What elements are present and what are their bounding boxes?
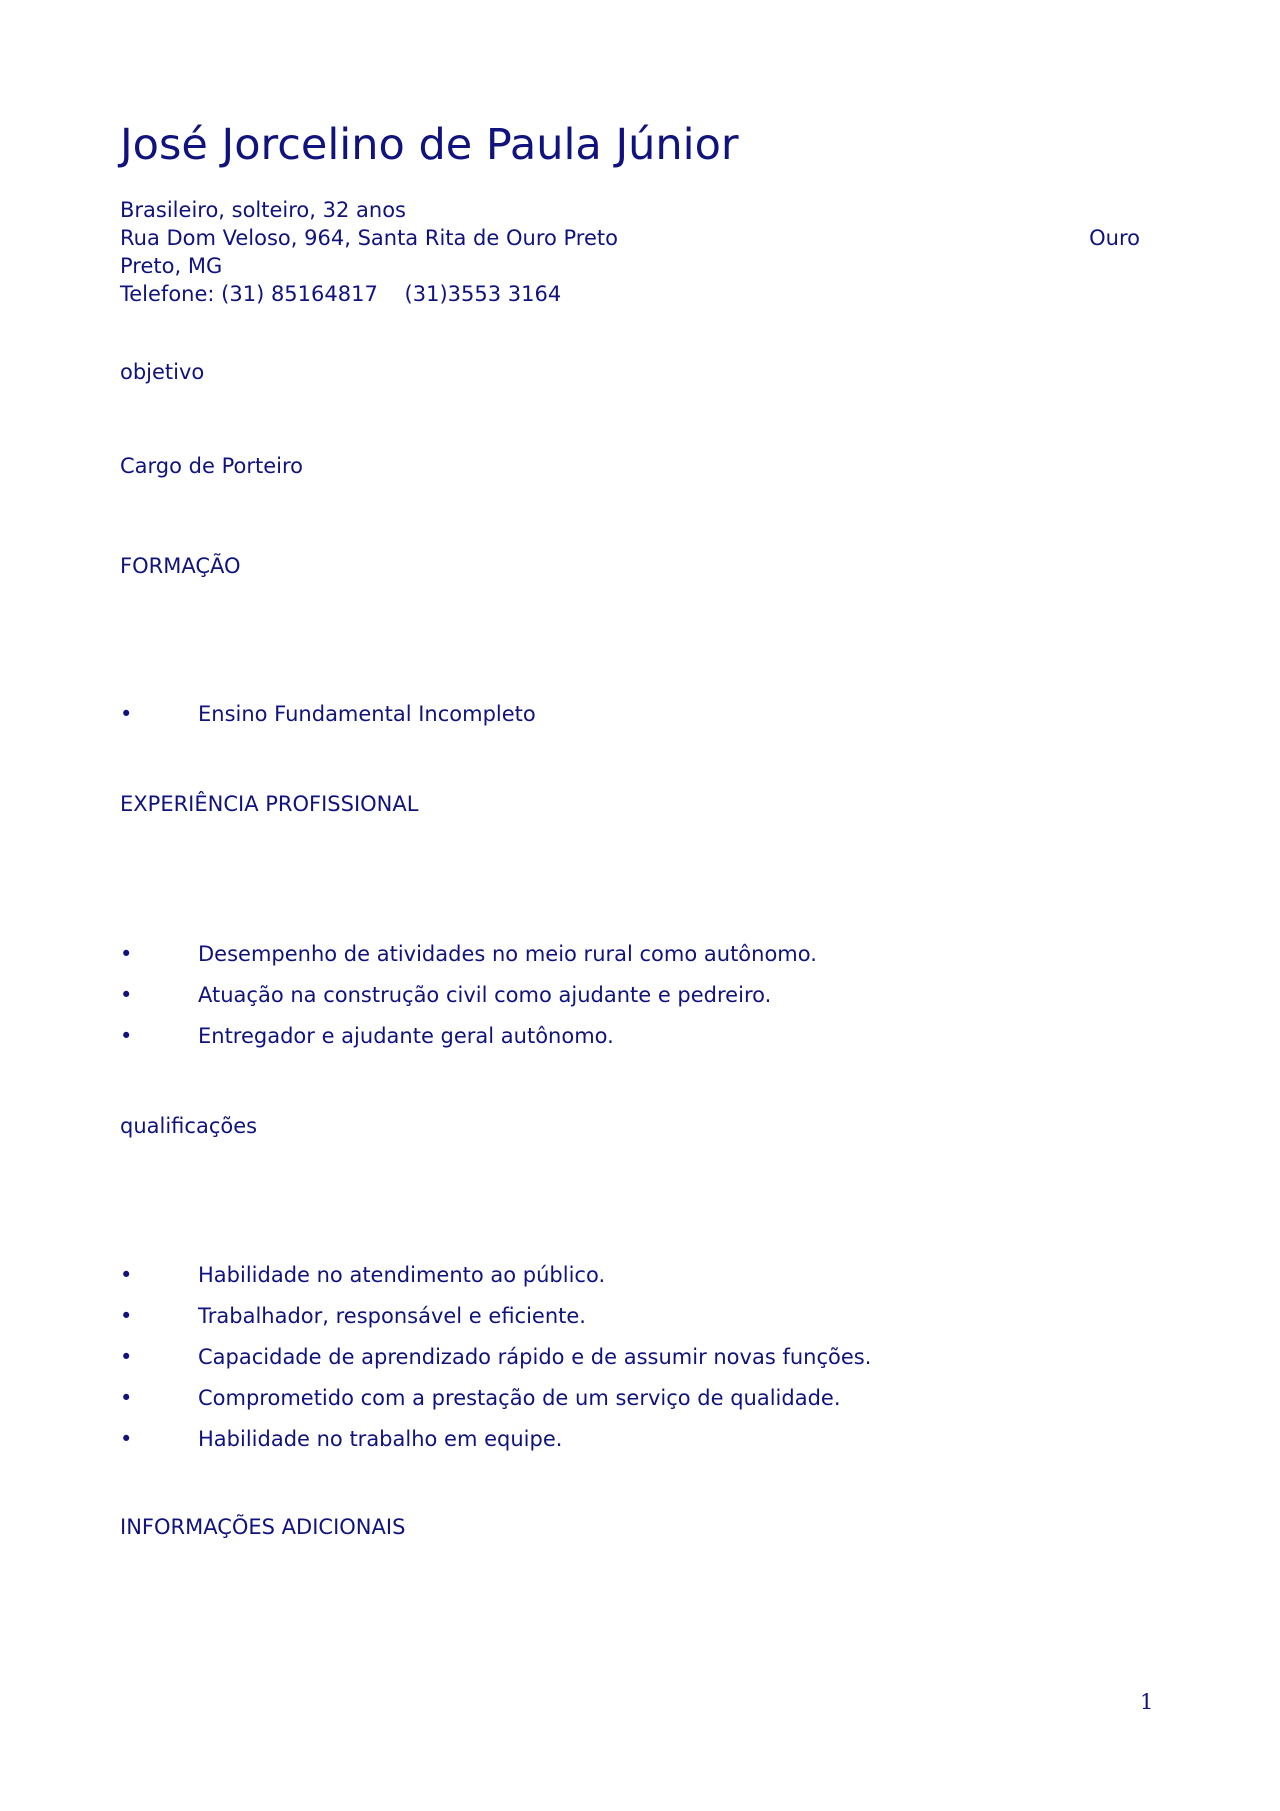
objective-heading: objetivo <box>120 360 205 384</box>
experience-item-text: Desempenho de atividades no meio rural como autônomo. <box>198 942 817 966</box>
candidate-name: José Jorcelino de Paula Júnior <box>120 120 739 170</box>
page-number: 1 <box>1140 1690 1154 1714</box>
bullet-icon: • <box>120 983 133 1007</box>
phone-numbers: Telefone: (31) 85164817 (31)3553 3164 <box>120 282 562 306</box>
bullet-icon: • <box>120 1345 133 1369</box>
qualifications-heading: qualificações <box>120 1114 258 1138</box>
qualification-item-text: Comprometido com a prestação de um serviço de qualidade. <box>198 1386 841 1410</box>
experience-heading: EXPERIÊNCIA PROFISSIONAL <box>120 792 419 816</box>
experience-item-text: Atuação na construção civil como ajudante e pedreiro. <box>198 983 772 1007</box>
personal-info: Brasileiro, solteiro, 32 anos <box>120 198 406 222</box>
experience-item-text: Entregador e ajudante geral autônomo. <box>198 1024 614 1048</box>
address-street: Rua Dom Veloso, 964, Santa Rita de Ouro Preto <box>120 226 618 250</box>
education-heading: FORMAÇÃO <box>120 554 241 578</box>
address-city-part-2: Preto, MG <box>120 254 223 278</box>
qualification-item-text: Capacidade de aprendizado rápido e de assumir novas funções. <box>198 1345 872 1369</box>
bullet-icon: • <box>120 1024 133 1048</box>
qualification-item-text: Habilidade no trabalho em equipe. <box>198 1427 563 1451</box>
bullet-icon: • <box>120 1263 133 1287</box>
bullet-icon: • <box>120 1386 133 1410</box>
bullet-icon: • <box>120 942 133 966</box>
address-block <box>120 224 1140 278</box>
address-city-part-1: Ouro <box>1089 226 1140 250</box>
bullet-icon: • <box>120 1427 133 1451</box>
objective-text: Cargo de Porteiro <box>120 454 303 478</box>
additional-info-heading: INFORMAÇÕES ADICIONAIS <box>120 1515 406 1539</box>
qualification-item-text: Trabalhador, responsável e eficiente. <box>198 1304 586 1328</box>
bullet-icon: • <box>120 702 133 726</box>
bullet-icon: • <box>120 1304 133 1328</box>
qualification-item-text: Habilidade no atendimento ao público. <box>198 1263 606 1287</box>
education-item-text: Ensino Fundamental Incompleto <box>198 702 536 726</box>
